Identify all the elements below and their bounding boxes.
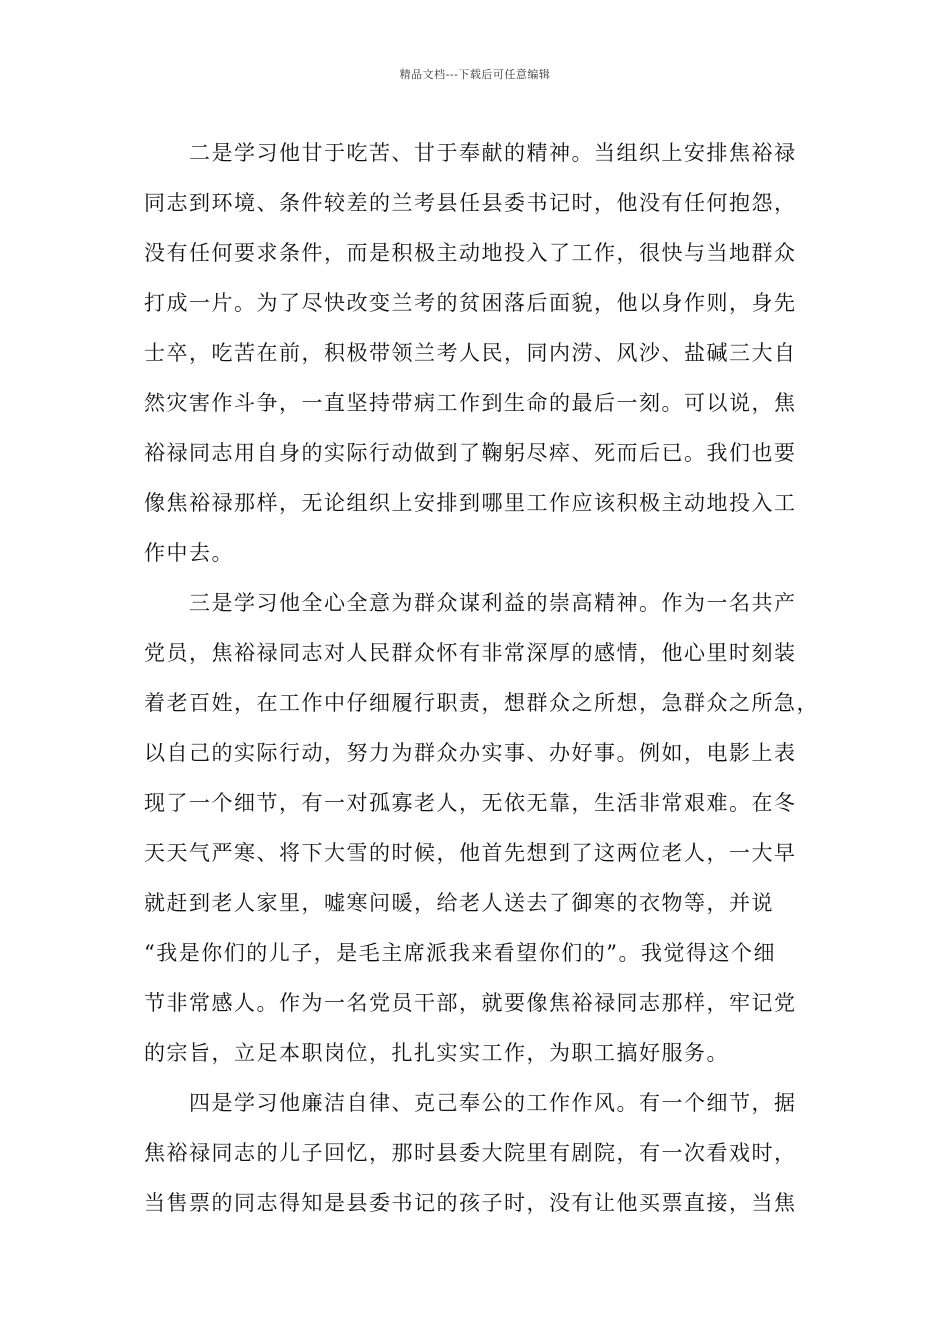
text-line: 节非常感人。作为一名党员干部，就要像焦裕禄同志那样，牢记党 — [144, 991, 797, 1015]
text-line: 没有任何要求条件，而是积极主动地投入了工作，很快与当地群众 — [144, 241, 797, 265]
text-line: 作中去。 — [144, 541, 234, 565]
text-line: 天天气严寒、将下大雪的时候，他首先想到了这两位老人，一大早 — [144, 841, 797, 865]
text-line: 着老百姓，在工作中仔细履行职责，想群众之所想，急群众之所急， — [144, 691, 819, 715]
text-line: 的宗旨，立足本职岗位，扎扎实实工作，为职工搞好服务。 — [144, 1041, 729, 1065]
text-line: 打成一片。为了尽快改变兰考的贫困落后面貌，他以身作则，身先 — [144, 291, 797, 315]
text-line: “我是你们的儿子，是毛主席派我来看望你们的”。我觉得这个细 — [144, 941, 776, 965]
text-line: 就赶到老人家里，嘘寒问暖，给老人送去了御寒的衣物等，并说 — [144, 891, 774, 915]
text-line: 士卒，吃苦在前，积极带领兰考人民，同内涝、风沙、盐碱三大自 — [144, 341, 797, 365]
text-line: 二是学习他甘于吃苦、甘于奉献的精神。当组织上安排焦裕禄 — [144, 141, 797, 165]
page-header: 精品文档---下载后可任意编辑 — [399, 68, 551, 81]
text-line: 党员，焦裕禄同志对人民群众怀有非常深厚的感情，他心里时刻装 — [144, 641, 797, 665]
text-line: 然灾害作斗争，一直坚持带病工作到生命的最后一刻。可以说，焦 — [144, 391, 797, 415]
text-line: 像焦裕禄那样，无论组织上安排到哪里工作应该积极主动地投入工 — [144, 491, 797, 515]
text-line: 以自己的实际行动，努力为群众办实事、办好事。例如，电影上表 — [144, 741, 797, 765]
text-line: 现了一个细节，有一对孤寡老人，无依无靠，生活非常艰难。在冬 — [144, 791, 797, 815]
text-line: 焦裕禄同志的儿子回忆，那时县委大院里有剧院，有一次看戏时， — [144, 1141, 797, 1165]
text-line: 同志到环境、条件较差的兰考县任县委书记时，他没有任何抱怨， — [144, 191, 797, 215]
text-line: 裕禄同志用自身的实际行动做到了鞠躬尽瘁、死而后已。我们也要 — [144, 441, 797, 465]
text-line: 四是学习他廉洁自律、克己奉公的工作作风。有一个细节，据 — [144, 1091, 797, 1115]
text-line: 当售票的同志得知是县委书记的孩子时，没有让他买票直接，当焦 — [144, 1191, 797, 1215]
text-line: 三是学习他全心全意为群众谋利益的崇高精神。作为一名共产 — [144, 591, 797, 615]
